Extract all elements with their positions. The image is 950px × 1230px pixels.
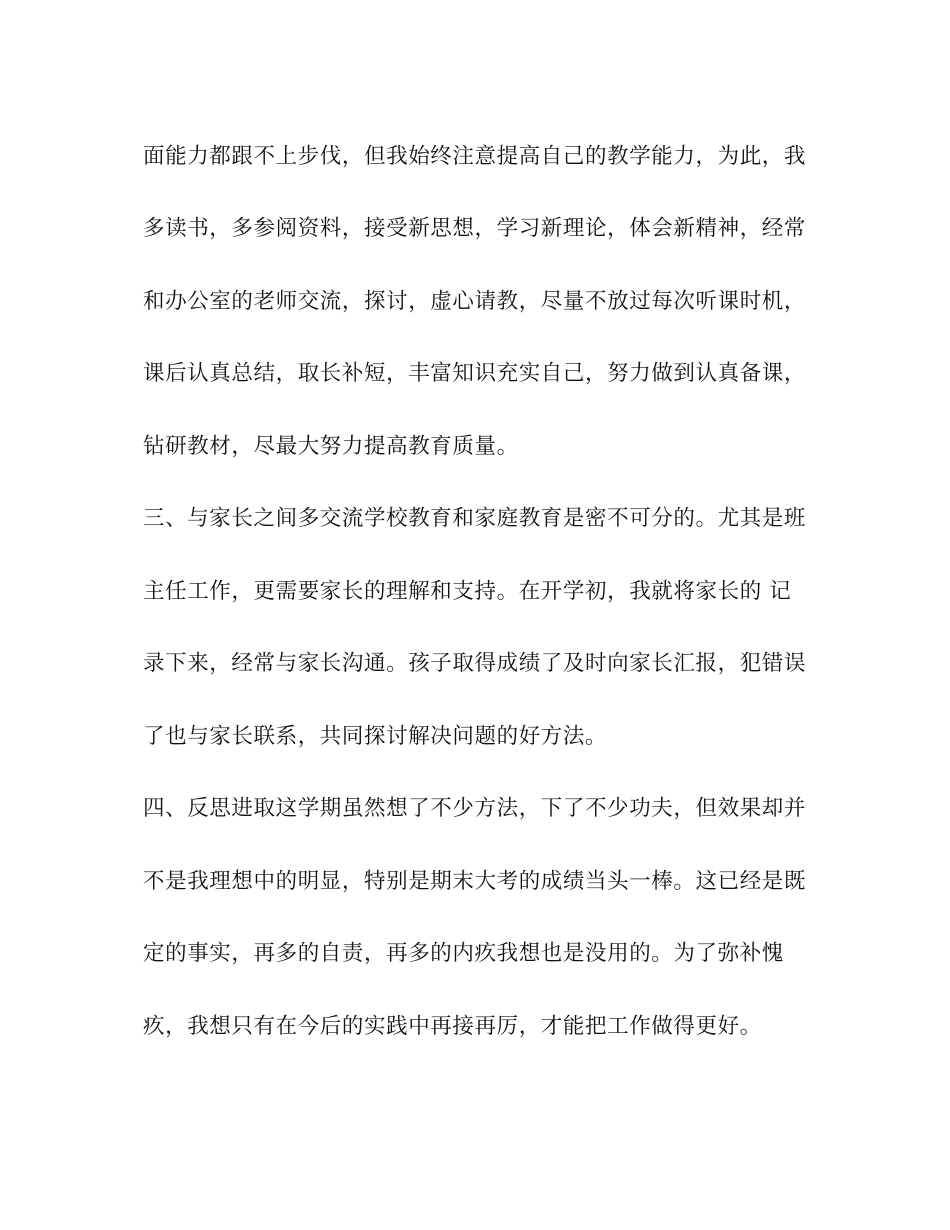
text-line: 多读书，多参阅资料，接受新思想，学习新理论，体会新精神，经常: [143, 216, 807, 241]
text-line: 定的事实，再多的自责，再多的内疚我想也是没用的。为了弥补愧: [143, 941, 784, 966]
text-line: 三、与家长之间多交流学校教育和家庭教育是密不可分的。尤其是班: [143, 506, 807, 531]
text-line: 课后认真总结，取长补短，丰富知识充实自己，努力做到认真备课，: [143, 361, 807, 386]
text-line: 面能力都跟不上步伐，但我始终注意提高自己的教学能力，为此，我: [143, 144, 807, 169]
text-line: 和办公室的老师交流，探讨，虚心请教，尽量不放过每次听课时机，: [143, 289, 807, 314]
text-line: 疚，我想只有在今后的实践中再接再厉，才能把工作做得更好。: [143, 1014, 762, 1039]
text-line: 录下来，经常与家长沟通。孩子取得成绩了及时向家长汇报，犯错误: [143, 651, 807, 676]
text-line: 钻研教材，尽最大努力提高教育质量。: [143, 434, 519, 459]
text-line: 了也与家长联系，共同探讨解决问题的好方法。: [143, 724, 608, 749]
text-line: 四、反思进取这学期虽然想了不少方法，下了不少功夫，但效果却并: [143, 796, 807, 821]
text-line: 主任工作，更需要家长的理解和支持。在开学初，我就将家长的 记: [143, 579, 792, 604]
text-line: 不是我理想中的明显，特别是期末大考的成绩当头一棒。这已经是既: [143, 869, 807, 894]
